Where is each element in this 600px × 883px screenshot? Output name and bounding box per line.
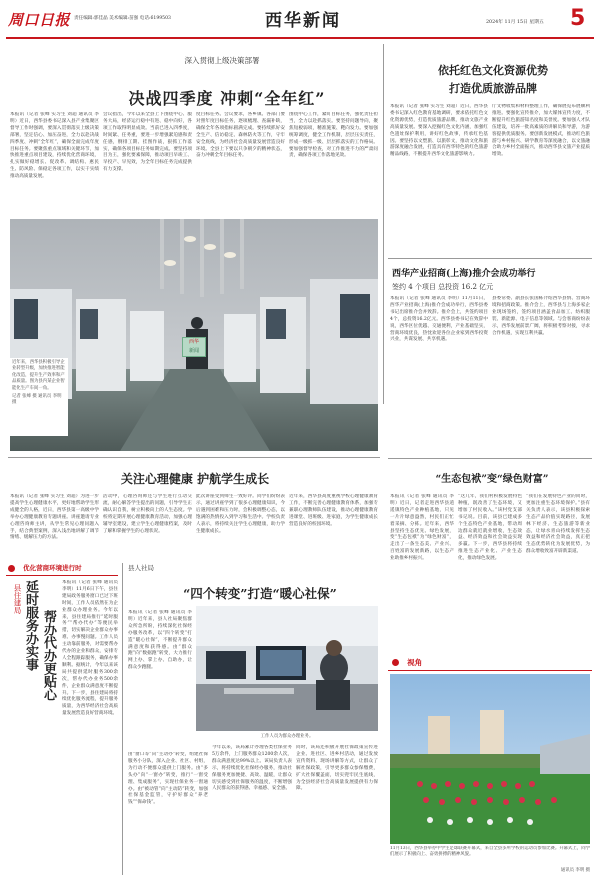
lead-col-4: 围绕中心工作，紧盯目标任务，强化责任担当，全力以赴抓落实。要坚持问题导向，聚焦短板弱项，精准施策、靶向发力。要加强统筹调度，健全工作机制，层层压实责任，形成一级抓一级、层层抓落实的工作格局。要加强督导检查，对工作推进不力的严肃问责，确保各项工作落地见效。 (289, 112, 378, 159)
focus-caption: 11月13日，西华县举办中学生足球联赛开幕式，来自全县多所学校的运动员参加比赛。开幕式上，同学们展示了积极向上、奋勇拼搏的精神风貌。 (390, 846, 590, 858)
right-divider-2 (388, 458, 592, 459)
page-number: 5 (570, 6, 586, 31)
mental-col-1: 本报讯（记者 张峰 实习生 刘超）为进一步提高学生心理健康水平，更好地帮助学生形成健全的人格，近日，西华县第一高级中学举办心理健康教育专题讲座。讲座邀请专业心理咨询师主讲，从学生常见心理问题入手，结合典型案例，深入浅出地讲解了调节情绪、缓解压力的方法。 (10, 494, 99, 541)
caption-text: 近年来，西华县积极引导企业转型升级，加快推进智能化改造，提升生产效率和产品质量。图为县内某企业智能化生产车间一角。 (12, 360, 65, 391)
masthead (0, 0, 600, 38)
social-tag: 县人社局 (128, 564, 154, 572)
service-headline-2: 帮办代办更贴心 (41, 610, 56, 701)
social-col-1: 本报讯（记者 张峰 通讯员 李明）近年来，县人社局聚焦群众所急所盼，持续深化社保经办服务改革，以“四个转变”打造“暖心社保”，不断提升群众满意度和获得感。由“群众跑”向“数据跑”转变，大力推行网上办、掌上办、自助办，让群众少跑腿。 (128, 610, 192, 671)
newspaper-logo: 周口日报 (8, 11, 71, 29)
lead-kicker: 深入贯彻上级决策部署 (184, 56, 260, 65)
eco-headline: “生态包袱”变“绿色财富” (435, 474, 549, 485)
tourism-headline-2: 打造优质旅游品牌 (449, 82, 537, 95)
focus-tag-rule (388, 670, 592, 671)
mental-col-4: 近年来，西华县高度重视学校心理健康教育工作，不断完善心理健康教育体系，加强专兼职心理教师队伍建设，推动心理健康教育进课堂、进班级、进家庭，为学生健康成长营造良好的校园环境。 (289, 494, 378, 527)
lead-col-1: 本报讯（记者 张峰 实习生 刘超 通讯员 李明）近日，西华县委书记深入县产业集聚区督导工作时强调，要深入贯彻落实上级决策部署，坚定信心、加压奋进，全力以赴决战四季度、冲刺“全年红”，确保全面完成年度目标任务。要聚焦重点领域和关键环节，加快推进重点项目建设，持续优化营商环境，扎实做好稳增长、促改革、调结构、惠民生、防风险、保稳定各项工作，以实干实绩推动高质量发展。 (10, 112, 99, 180)
eco-col-2: “这几年，我们村积极发展特色种植，既改善了生态环境，又增加了村民收入。”该村党支部书记说。目前，该县已建成多个生态特色产业基地，带动周边群众就近就业增收，生态效益、经济效益和社会效益实现多赢。下一步，西华县将持续推进生态产业化、产业生态化，推动绿色发展。 (458, 494, 522, 562)
service-headline-1: 延时服务办实事 (23, 580, 38, 671)
service-vertical-label: 县住建局 (13, 584, 22, 614)
lead-col-3: 度目标任务。会议要求，各乡镇、各部门要对照年度目标任务，逐项梳理、查漏补缺，确保全年各项指标圆满完成。要持续抓好安全生产、信访稳定、森林防火等工作，守牢安全底线，为经济社会高质量发展营造良好环境。全县上下要以只争朝夕的精神状态，奋力冲刺全年目标任务。 (196, 112, 285, 159)
tourism-col-1: 本报讯（记者 张峰 实习生 刘超）近日，西华县委书记深入红色教育基地调研，要求依托红色文化资源优势，打造优质旅游品牌，推动文旅产业高质量发展。要深入挖掘红色文化内涵，加强红色遗址保护利用，讲好红色故事，传承红色基因。要坚持以文塑旅、以旅彰文，推动文化和旅游深度融合发展，打造具有西华特色的红色旅游精品线路，不断提升西华文化旅游影响力。 (390, 104, 488, 158)
social-headline: “四个转变”打造“暖心社保” (183, 586, 337, 601)
invest-headline: 西华产业招商(上海)推介会成功举行 (392, 269, 536, 279)
caption-credit: 记者 张峰 摄 通讯员 李明 摄 (12, 394, 62, 406)
lead-col-2: 会议指出，今年以来全县上下围绕中心、服务大局，经济运行稳中有进、稳中向好，各项工作取得明显成效。当前已进入四季度，时间紧、任务重，要进一步增强紧迫感和责任感，倒排工期、挂图作战，狠抓工作落实，确保各项目标任务如期完成。要坚持项目为王，强化要素保障，推动项目早竣工、早投产、早见效，为全年目标任务完成提供有力支撑。 (103, 112, 192, 173)
social-photo (196, 606, 378, 731)
editor-meta: 责任编辑:郭佳晶 美术编辑:苗强 电话:6199503 (74, 16, 171, 21)
tourism-headline-1: 依托红色文化资源优势 (438, 64, 548, 77)
eco-col-1: 本报讯（记者 张峰 通讯员 李明）近日，记者走进西华县逍遥镇特色产业种植基地，只见一片片绿意盎然，村民们正忙着采摘、分拣。近年来，西华县坚持生态优先、绿色发展，变“生态包袱”为“绿色财富”，走出了一条生态美、产业兴、百姓富的发展新路，以生态产业助推乡村振兴。 (390, 494, 454, 562)
focus-tag-bar (390, 657, 470, 669)
service-tag-rule (6, 575, 118, 576)
invest-col-2: 县委常委、副县长张国栋介绍西华县情、营商环境和招商政策。推介会上，西华县与上海多家企业现场签约，签约项目涵盖食品加工、纺织服装、新能源、电子信息等领域。与会客商纷纷表示，西华发展前景广阔，将积极考察对接，寻求合作机遇，实现互利共赢。 (492, 296, 590, 336)
social-col-4: 同时，该局还积极开展社保政策宣传进企业、进社区、进乡村活动，通过发放宣传资料、现场讲解等方式，让群众了解社保政策，引导更多群众参保缴费，扩大社保覆盖面，切实兜牢民生底线，为全县经济社会高质量发展提供有力保障。 (296, 745, 378, 792)
section-title: 西华新闻 (265, 11, 341, 31)
lead-photo (10, 219, 378, 451)
office-photo-illustration (196, 606, 378, 731)
service-body: 本报讯（记者 张峰 通讯员 李明）11月6日下午，县住建局政务服务窗口已过下班时间，工作人员依然在为企业群众办理业务。今年以来，县住建局推行“延时服务”“帮办代办”等便民举措，切实解决企业群众办事难、办事慢问题。工作人员主动靠前服务，对需要帮办代办的企业和群众，安排专人全程跟踪服务，确保办事顺利。据统计，今年以来该局共提供延时服务300余次，帮办代办业务500余件，企业群众满意度不断提升。下一步，县住建局将持续优化服务流程，提升服务质量，为西华经济社会高质量发展营造良好营商环境。 (62, 580, 118, 717)
service-tag-bar (6, 563, 116, 574)
social-divider (122, 563, 123, 875)
focus-bullet-icon (392, 659, 399, 666)
social-col-2: 由“窗口等”向“主动办”转变，组建社保服务小分队，深入企业、社区、村组，为行动不便群众提供上门服务。由“多头办”向“一窗办”转变，推行“一窗受理、集成服务”，实现社保业务一窗通办。由“被动管”向“主动防”转变，加强社保基金监管，守护好群众“养老钱”“保命钱”。 (128, 752, 208, 806)
mental-headline: 关注心理健康 护航学生成长 (120, 472, 270, 486)
news-badge (182, 337, 206, 357)
focus-credit: 通讯员 李明 摄 (560, 868, 590, 873)
invest-subhead: 签约 4 个项目 总投资 16.2 亿元 (392, 283, 494, 291)
right-column-divider (383, 44, 384, 404)
mental-col-3: 此次讲座受到师生一致好评。同学们纷纷表示，通过讲座学到了很多心理健康知识，今后遇到困难和压力时，会积极调整心态，以饱满的热情投入到学习和生活中。学校负责人表示，将持续关注学生心理健康，助力学生健康成长。 (196, 494, 285, 534)
service-tag: 优化营商环境进行时 (23, 564, 82, 572)
lead-headline: 决战四季度 冲刺“全年红” (128, 89, 326, 108)
mid-divider (8, 457, 380, 458)
issue-date: 2024年 11月 15日 星期五 (486, 20, 544, 25)
eco-col-3: “我们在发展特色产业的同时，更加注重生态环境保护。”县有关负责人表示，该县积极探索生态产品价值实现路径，发展林下经济、生态旅游等新业态，让绿水青山持续发挥生态效益和经济社会效益，真正把生态优势转化为发展优势，为群众增收致富开辟新渠道。 (526, 494, 590, 555)
social-col-3: 今年以来，该局累计办理各类社保业务5万余件，上门服务群众1200余人次，群众满意度达99%以上。该局负责人表示，将持续优化社保经办服务，推动社保服务更加便捷、高效、温暖，让群众切实感受到社保服务的温度，不断增强人民群众的获得感、幸福感、安全感。 (212, 745, 292, 792)
invest-col-1: 本报讯（记者 张峰 通讯员 李明）11月11日，西华产业招商(上海)推介会成功举行，西华县委书记出席推介会并致辞。推介会上，共签约项目4个，总投资16.2亿元。西华县委书记在致辞中说，西华区位优越、交通便利，产业基础坚实，营商环境优良，热忱欢迎各位企业家到西华投资兴业，共谋发展、共享机遇。 (390, 296, 488, 343)
right-divider-1 (388, 258, 592, 259)
focus-tag: 视角 (407, 658, 423, 667)
mental-col-2: 活动中，心理咨询师还与学生进行互动交流，耐心解答学生提出的问题，引导学生正确认识自我，树立积极向上的人生态度。学校将定期开展心理健康教育活动，加强心理辅导室建设，建立学生心理健康档案，及时了解和掌握学生的心理状况。 (103, 494, 192, 534)
stadium-photo-illustration (390, 674, 590, 844)
badge-line-1: 西华 (188, 339, 199, 345)
social-photo-caption: 工作人员为群众办理业务。 (260, 734, 314, 739)
lead-photo-caption (10, 358, 68, 436)
masthead-rule (6, 37, 594, 39)
focus-photo (390, 674, 590, 844)
badge-line-2: 新闻 (188, 348, 199, 354)
tag-bullet-icon (8, 565, 15, 572)
tourism-col-2: 厅文物收集和材料整理工作，确保展览布展顺利推进。要强化宣传推介，加大媒体宣传力度，不断提升红色旅游知名度和美誉度。要加强人才队伍建设，培养一批高素质的讲解员和导游，为游客提供优质服务。要创新发展模式，推动红色旅游与乡村振兴、研学教育等深度融合，以文旅融合助力乡村全面振兴，推动西华县文旅产业提质增效。 (492, 104, 590, 158)
